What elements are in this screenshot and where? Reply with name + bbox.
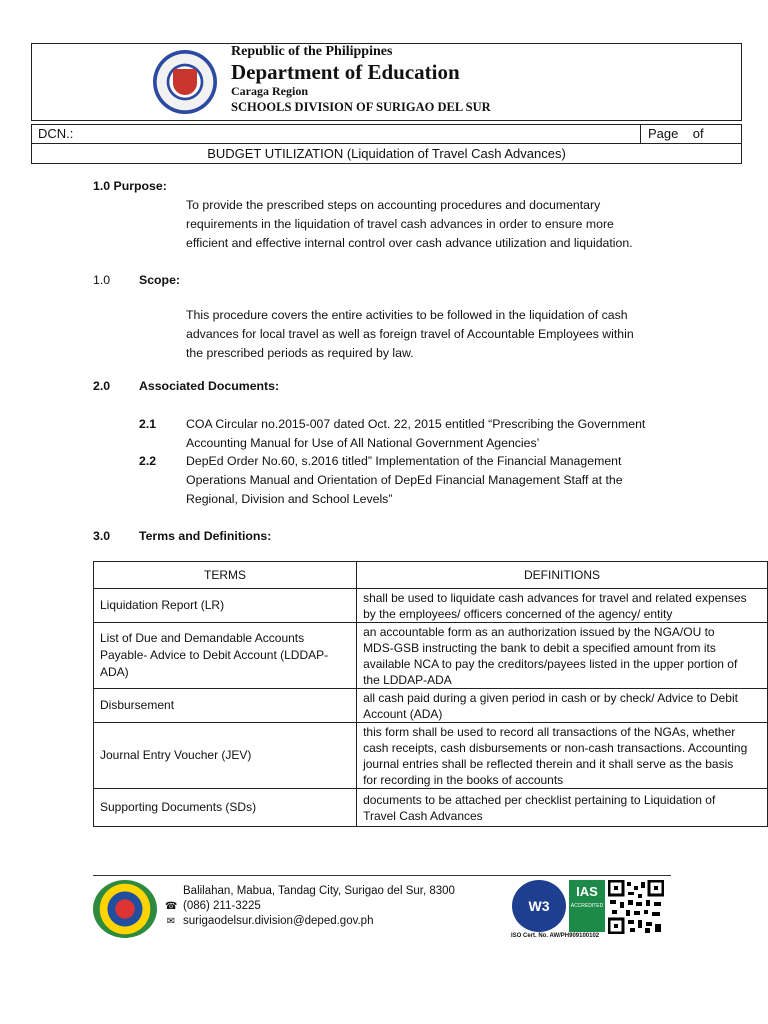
item-line: Accounting Manual for Use of All National Government Agencies’ xyxy=(186,436,540,450)
term-cell: Supporting Documents (SDs) xyxy=(94,789,357,827)
definition-cell xyxy=(357,723,768,789)
qr-code-icon xyxy=(608,880,664,934)
definition-line: MDS-GSB instructing the bank to debit a specified amount from its xyxy=(363,641,716,655)
footer-phone: (086) 211-3225 xyxy=(183,900,261,912)
scope-line: This procedure covers the entire activities to be followed in the liquidation of cash xyxy=(186,308,628,322)
terms-number: 3.0 xyxy=(93,529,111,543)
table-row xyxy=(94,723,768,789)
definition-line: all cash paid during a given period in cash or by check/ Advice to Debit xyxy=(363,691,738,705)
scope-text xyxy=(186,306,674,363)
column-header-terms: TERMS xyxy=(94,562,357,589)
dcn-label: DCN.: xyxy=(38,126,74,141)
definition-line: for recording in the books of accounts xyxy=(363,773,564,787)
page-label: Page of xyxy=(648,126,704,141)
terms-table xyxy=(93,561,768,827)
region-text: Caraga Region xyxy=(231,84,308,98)
definition-cell xyxy=(357,689,768,723)
table-row xyxy=(94,623,768,689)
definition-cell xyxy=(357,589,768,623)
column-header-definitions: DEFINITIONS xyxy=(357,562,768,589)
purpose-line: efficient and effective internal control over cash advance utilization and liquidation. xyxy=(186,236,633,250)
table-row xyxy=(94,689,768,723)
footer-address: Balilahan, Mabua, Tandag City, Surigao del Sur, 8300 xyxy=(183,885,455,897)
associated-number: 2.0 xyxy=(93,379,111,393)
term-cell: Liquidation Report (LR) xyxy=(94,589,357,623)
definition-line: the LDDAP-ADA xyxy=(363,673,452,687)
associated-heading: Associated Documents: xyxy=(139,379,280,393)
seal-shield-icon xyxy=(173,69,197,95)
purpose-line: requirements in the liquidation of travel cash advances in order to ensure more xyxy=(186,217,614,231)
w3-certification-logo: W3 xyxy=(512,880,566,932)
definition-cell xyxy=(357,789,768,827)
definition-line: journal entries shall be reflected therein and it shall serve as the basis xyxy=(363,757,734,771)
scope-heading: Scope: xyxy=(139,273,180,287)
definition-line: shall be used to liquidate cash advances for travel and related expenses xyxy=(363,591,747,605)
term-cell: List of Due and Demandable Accounts Payable- Advice to Debit Account (LDDAP-ADA) xyxy=(94,623,357,689)
purpose-line: To provide the prescribed steps on accounting procedures and documentary xyxy=(186,198,601,212)
division-seal-logo xyxy=(93,880,157,938)
item-line: Operations Manual and Orientation of DepEd Financial Management Staff at the xyxy=(186,473,623,487)
purpose-heading: 1.0 Purpose: xyxy=(93,179,167,193)
ias-accreditation-logo xyxy=(569,880,605,932)
term-cell: Disbursement xyxy=(94,689,357,723)
definition-line: cash receipts, cash disbursements or non-cash transactions. Accounting xyxy=(363,741,748,755)
definition-line: Travel Cash Advances xyxy=(363,809,483,823)
table-header-row xyxy=(94,562,768,589)
definition-line: available NCA to pay the creditors/payees listed in the upper portion of xyxy=(363,657,738,671)
document-title: BUDGET UTILIZATION (Liquidation of Travel Cash Advances) xyxy=(207,146,566,161)
phone-icon: ☎ xyxy=(165,901,178,912)
definition-line: documents to be attached per checklist pertaining to Liquidation of xyxy=(363,793,716,807)
scope-number: 1.0 xyxy=(93,273,111,287)
definition-line: this form shall be used to record all transactions of the NGAs, whether xyxy=(363,725,736,739)
definition-line: by the employees/ officers concerned of the agency/ entity xyxy=(363,607,673,621)
definition-line: an accountable form as an authorization issued by the NGA/OU to xyxy=(363,625,715,639)
scope-line: advances for local travel as well as foreign travel of Accountable Employees within xyxy=(186,327,634,341)
iso-certificate-number: ISO Cert. No. AW/PH909100102 xyxy=(511,933,600,939)
table-row xyxy=(94,589,768,623)
item-line: Regional, Division and School Levels” xyxy=(186,492,393,506)
footer-divider xyxy=(93,875,671,876)
email-icon: ✉ xyxy=(166,916,176,927)
table-row xyxy=(94,789,768,827)
ias-label: IAS xyxy=(576,884,598,899)
ias-sub-label: ACCREDITED xyxy=(570,903,604,909)
page-separator xyxy=(640,124,641,144)
definition-cell xyxy=(357,623,768,689)
item-line: COA Circular no.2015-007 dated Oct. 22, 2015 entitled “Prescribing the Government xyxy=(186,417,646,431)
footer-email: surigaodelsur.division@deped.gov.ph xyxy=(183,915,374,927)
scope-line: the prescribed periods as required by law. xyxy=(186,346,414,360)
term-cell: Journal Entry Voucher (JEV) xyxy=(94,723,357,789)
republic-text: Republic of the Philippines xyxy=(231,44,393,59)
item-line: DepEd Order No.60, s.2016 titled” Implementation of the Financial Management xyxy=(186,454,622,468)
item-number: 2.1 xyxy=(139,417,157,431)
dcn-row xyxy=(31,124,742,144)
terms-heading: Terms and Definitions: xyxy=(139,529,272,543)
department-title: Department of Education xyxy=(231,60,460,84)
item-number: 2.2 xyxy=(139,454,157,468)
division-text: SCHOOLS DIVISION OF SURIGAO DEL SUR xyxy=(231,100,491,114)
purpose-text xyxy=(186,196,674,253)
associated-item xyxy=(186,452,674,509)
associated-item xyxy=(186,415,674,453)
definition-line: Account (ADA) xyxy=(363,707,443,721)
